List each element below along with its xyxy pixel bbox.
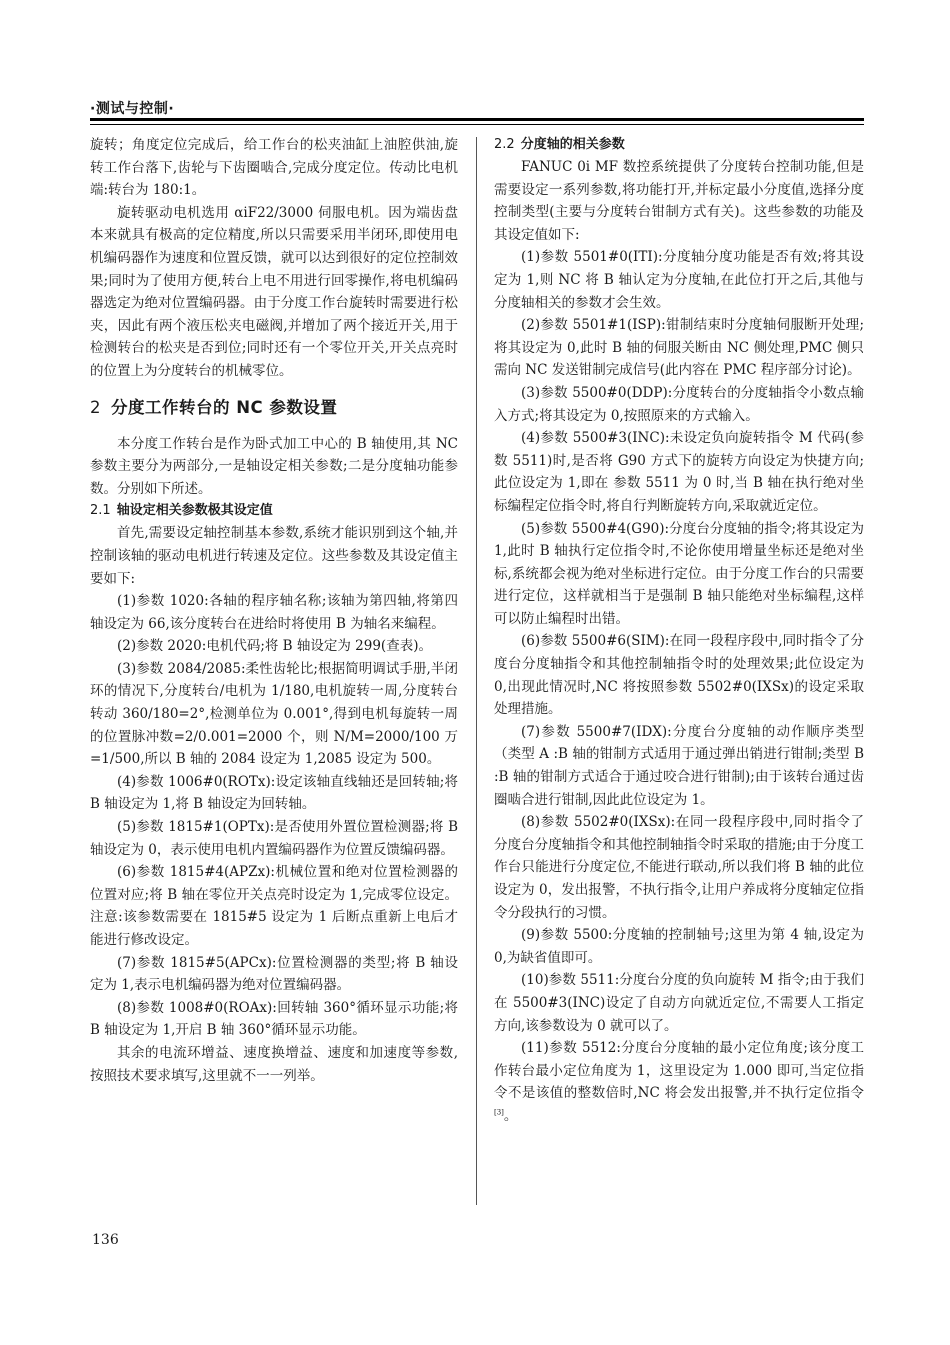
subsection-number: 2.2: [494, 137, 515, 152]
paragraph: 旋转驱动电机选用 αiF22/3000 伺服电机。因为端齿盘本来就具有极高的定位精度,所以只需要采用半闭环,即使用电机编码器作为速度和位置反馈，就可以达到很好的定位控制效果;同时为了使用方便,转台上电不用进行回零操作,将电机编码器选定为绝对位置编码器。由于分度工作台旋转时需要进行松夹，因此有两个液压松夹电磁阀,并增加了两个接近开关,用于检测转台的松夹是否到位;同时还有一个零位开关,开关点亮时的位置上为分度转台的机械零位。: [90, 204, 458, 379]
list-item: (9)参数 5500:分度轴的控制轴号;这里为第 4 轴,设定为 0,为缺省值即可。: [494, 927, 864, 966]
subsection-heading: [494, 134, 864, 156]
paragraph: FANUC 0i MF 数控系统提供了分度转台控制功能,但是需要设定一系列参数,将功能打开,并标定最小分度值,选择分度控制类型(主要与分度转台钳制方式有关)。这些参数的功能及其设定值如下:: [494, 159, 864, 243]
right-column: [494, 134, 864, 1128]
list-item: (6)参数 5500#6(SIM):在同一段程序段中,同时指令了分度台分度轴指令和其他控制轴指令时的处理效果;此位设定为 0,出现此情况时,NC 将按照参数 5502#0(IXSx)的设定采取处理措施。: [494, 633, 864, 718]
header-title: ·测试与控制·: [90, 101, 175, 117]
list-item: (5)参数 5500#4(G90):分度台分度轴的指令;将其设定为 1,此时 B 轴执行定位指令时,不论你使用增量坐标还是绝对坐标,系统都会视为绝对坐标进行定位。由于分度工作台的只需要进行定位，这样就相当于是强制 B 轴只能绝对坐标编程,这样可以防止编程时出错。: [494, 520, 864, 627]
list-item: (1)参数 1020:各轴的程序轴名称;该轴为第四轴,将第四轴设定为 66,该分度转台在进给时将使用 B 为轴名来编程。: [90, 593, 458, 632]
list-item: (5)参数 1815#1(OPTx):是否使用外置位置检测器;将 B 轴设定为 0，表示使用电机内置编码器作为位置反馈编码器。: [90, 819, 458, 858]
paragraph: 旋转；角度定位完成后，给工作台的松夹油缸上油腔供油,旋转工作台落下,齿轮与下齿圈啮合,完成分度定位。传动比电机端:转台为 180:1。: [90, 137, 458, 199]
subsection-title: 分度轴的相关参数: [520, 137, 625, 152]
list-item: (10)参数 5511:分度台分度的负向旋转 M 指令;由于我们在 5500#3(INC)设定了自动方向就近定位,不需要人工指定方向,该参数设为 0 就可以了。: [494, 972, 864, 1034]
header-rule-thick: [90, 118, 864, 121]
section-number: 2: [90, 397, 101, 417]
list-item: (8)参数 5502#0(IXSx):在同一段程序段中,同时指令了分度台分度轴指令和其他控制轴指令时采取的措施;由于分度工作台只能进行分度定位,不能进行联动,所以我们将 B 轴的此位设定为 0，发出报警，不执行指令,让用户养成将分度轴定位指令分段执行的习惯。: [494, 814, 864, 921]
list-item: (4)参数 5500#3(INC):未设定负向旋转指令 M 代码(参数 5511)时,是否将 G90 方式下的旋转方向设定为快捷方向;此位设定为 1,即在 参数 5511 为 0 时,当 B 轴在执行绝对坐标编程定位指令时,将自行判断旋转方向,采取就近定位。: [494, 430, 864, 514]
list-item: (6)参数 1815#4(APZx):机械位置和绝对位置检测器的位置对应;将 B 轴在零位开关点亮时设定为 1,完成零位设定。注意:该参数需要在 1815#5 设定为 1 后断点重新上电后才能进行修改设定。: [90, 864, 458, 948]
paragraph: 其余的电流环增益、速度换增益、速度和加速度等参数,按照技术要求填写,这里就不一一列举。: [90, 1044, 458, 1084]
paragraph: 首先,需要设定轴控制基本参数,系统才能识别到这个轴,并控制该轴的驱动电机进行转速及定位。这些参数及其设定值主要如下:: [90, 525, 458, 587]
subsection-heading: [90, 500, 458, 522]
section-title: 分度工作转台的 NC 参数设置: [111, 397, 338, 417]
subsection-number: 2.1: [90, 503, 111, 519]
citation-ref: [3]: [494, 1108, 504, 1117]
list-item-text: (11)参数 5512:分度台分度轴的最小定位角度;该分度工作转台最小定位角度为 1，这里设定为 1.000 即可,当定位指令不是该值的整数倍时,NC 将会发出报警,并不执行定位指令: [494, 1040, 864, 1102]
list-item: (3)参数 5500#0(DDP):分度转台的分度轴指令小数点输入方式;将其设定为 0,按照原来的方式输入。: [494, 384, 864, 424]
list-item-end: 。: [503, 1107, 518, 1124]
left-column: [90, 134, 458, 1087]
running-header: [90, 98, 864, 118]
list-item: [494, 1037, 864, 1127]
list-item: (8)参数 1008#0(ROAx):回转轴 360°循环显示功能;将 B 轴设定为 1,开启 B 轴 360°循环显示功能。: [90, 999, 458, 1039]
column-divider: [476, 137, 477, 1205]
page-number: 136: [92, 1232, 119, 1248]
header-rule-thin: [90, 124, 864, 125]
subsection-title: 轴设定相关参数极其设定值: [116, 503, 273, 519]
list-item: (4)参数 1006#0(ROTx):设定该轴直线轴还是回转轴;将 B 轴设定为 1,将 B 轴设定为回转轴。: [90, 773, 458, 813]
list-item: (2)参数 5501#1(ISP):钳制结束时分度轴伺服断开处理;将其设定为 0,此时 B 轴的伺服关断由 NC 侧处理,PMC 侧只需向 NC 发送钳制完成信号(此内容在 PMC 程序部分讨论)。: [494, 317, 864, 379]
list-item: (7)参数 1815#5(APCx):位置检测器的类型;将 B 轴设定为 1,表示电机编码器为绝对位置编码器。: [90, 954, 458, 994]
list-item: (2)参数 2020:电机代码;将 B 轴设定为 299(查表)。: [117, 638, 432, 655]
list-item: (3)参数 2084/2085:柔性齿轮比;根据简明调试手册,半闭环的情况下,分度转台/电机为 1/180,电机旋转一周,分度转台转动 360/180=2°,检测单位为 0.001°,得到电机每旋转一周的位置脉冲数=2/0.001=2000 个，则 N/M=2000/100 万=1/500,所以 B 轴的 2084 设定为 1,2085 设定为 500。: [90, 660, 458, 768]
list-item: (1)参数 5501#0(ITI):分度轴分度功能是否有效;将其设定为 1,则 NC 将 B 轴认定为分度轴,在此位打开之后,其他与分度轴相关的参数才会生效。: [494, 249, 864, 311]
paragraph: 本分度工作转台是作为卧式加工中心的 B 轴使用,其 NC 参数主要分为两部分,一是轴设定相关参数;二是分度轴功能参数。分别如下所述。: [90, 435, 458, 497]
list-item: (7)参数 5500#7(IDX):分度台分度轴的动作顺序类型（类型 A :B 轴的钳制方式适用于通过弹出销进行钳制;类型 B :B 轴的钳制方式适合于通过咬合进行钳制);由于该转台通过齿圈啮合进行钳制,因此此位设定为 1。: [494, 723, 864, 808]
section-heading: [90, 397, 458, 419]
